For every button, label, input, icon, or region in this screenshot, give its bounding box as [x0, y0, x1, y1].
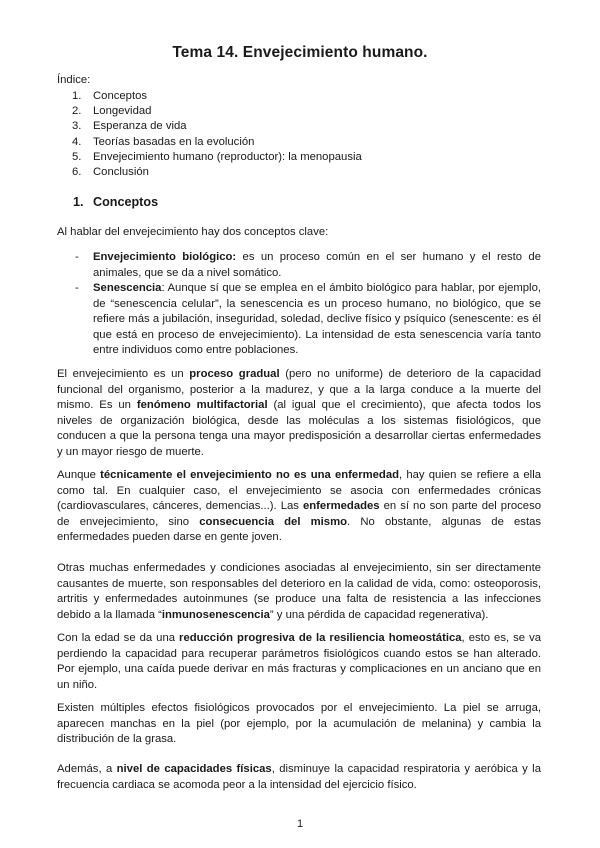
toc-item-label: Envejecimiento humano (reproductor): la menopausia	[93, 150, 362, 163]
toc-item	[72, 89, 362, 104]
paragraph-physiological-effects: Existen múltiples efectos fisiológicos provocados por el envejecimiento. La piel se arruga, aparecen manchas en la piel (por ejemplo, por la acumulación de melanina) y cambia la distribución de la grasa.	[57, 702, 541, 745]
toc-item-label: Conceptos	[93, 90, 148, 102]
bold-term: reducción progresiva de la resiliencia homeostática	[179, 632, 462, 644]
toc-item	[72, 135, 362, 150]
paragraph-physical-capacity	[57, 762, 541, 793]
toc-item	[72, 165, 362, 180]
bullet-term: Envejecimiento biológico:	[93, 251, 237, 263]
table-of-contents	[72, 89, 362, 180]
section-number: 1.	[73, 195, 84, 209]
text-run: Otras muchas enfermedades y condiciones asociadas al envejecimiento, sin ser directamente causantes de muerte, son responsables del deterioro en la calidad de vida, como: osteoporosis, artritis y enfermedades autoinmunes (se produce una falta de resistencia a las infecciones debido a la llamada “	[57, 562, 541, 621]
toc-item-label: Longevidad	[93, 105, 152, 118]
text-run: , disminuye la capacidad respiratoria y aeróbica y la frecuencia cardiaca se acomoda peor a la intensidad del ejercicio físico.	[57, 763, 541, 791]
toc-item-label: Esperanza de vida	[93, 120, 187, 133]
text-run: Aunque	[57, 469, 101, 481]
bullet-text: es un proceso común en el ser humano y el resto de animales, que se da a nivel somático.	[93, 251, 541, 279]
text-run: (pero no uniforme) de deterioro de la capacidad funcional del organismo, posterior a la madurez, y que a la larga conduce a la muerte del mismo. Es un	[57, 368, 541, 411]
text-run: en sí no son parte del proceso de envejecimiento, sino	[57, 500, 541, 528]
toc-item-number: 6.	[72, 165, 82, 178]
text-run: El envejecimiento es un	[57, 368, 190, 380]
text-run: , hay quien se refiere a ella como tal. En cualquier caso, el envejecimiento se asocia con enfermedades crónicas (cardiovasculares, cánceres, demencias...). Las	[57, 469, 541, 512]
list-item	[72, 250, 541, 281]
toc-item	[72, 104, 362, 119]
bullet-dash: -	[75, 251, 79, 263]
bold-term: proceso gradual	[189, 368, 280, 380]
toc-item-label: Conclusión	[93, 165, 149, 178]
intro-paragraph: Al hablar del envejecimiento hay dos conceptos clave:	[57, 226, 329, 238]
paragraph-gradual-process	[57, 367, 541, 460]
toc-item-number: 1.	[72, 90, 82, 102]
bold-term: nivel de capacidades físicas	[116, 763, 272, 775]
text-run: . No obstante, algunas de estas enfermedades pueden darse en gente joven.	[57, 515, 542, 543]
list-item	[72, 281, 541, 359]
section-heading	[73, 195, 158, 209]
toc-item-number: 3.	[72, 120, 82, 133]
text-run: (al igual que el crecimiento), que afecta todos los niveles de organización biológica, desde las moléculas a los sistemas fisiológicos, que conducen a que la persona tenga una mayor predisposición a desarrollar ciertas enfermedades y un mayor riesgo de muerte.	[57, 399, 541, 458]
concept-list	[72, 250, 541, 359]
index-label: Índice:	[57, 74, 91, 86]
text-run: Además, a	[57, 763, 117, 775]
bold-term: fenómeno multifactorial	[136, 399, 268, 411]
bullet-term: Senescencia	[93, 282, 162, 294]
paragraph-resilience	[57, 631, 541, 693]
toc-item-number: 2.	[72, 105, 82, 118]
paragraph-disease	[57, 468, 541, 546]
toc-item	[72, 119, 362, 134]
toc-item-number: 5.	[72, 150, 82, 163]
section-title: Conceptos	[93, 195, 159, 209]
text-run: ” y una pérdida de capacidad regenerativa).	[269, 608, 489, 621]
text-run: , esto es, se va perdiendo la capacidad para recuperar parámetros fisiológicos cuando estos se han alterado. Por ejemplo, una caída puede derivar en más fracturas y complicaciones en un anciano que en un niño.	[57, 632, 542, 691]
bullet-text: : Aunque sí que se emplea en el ámbito biológico para hablar, por ejemplo, de “senescencia celular”, la senescencia es un proceso humano, no biológico, que se refiere más a jubilación, inseguridad, soledad, declive físico y psíquico (senescente: es él que está en proceso de envejecimiento). La intensidad de esta senescencia varía tanto entre individuos como entre poblaciones.	[93, 282, 541, 356]
toc-item-number: 4.	[72, 135, 82, 148]
document-title: Tema 14. Envejecimiento humano.	[172, 44, 428, 61]
page-number: 1	[296, 818, 304, 830]
bold-term: inmunosenescencia	[161, 608, 270, 621]
paragraph-conditions	[57, 561, 541, 623]
bold-term: consecuencia del mismo	[199, 515, 348, 528]
bold-term: enfermedades	[302, 500, 380, 512]
bullet-dash: -	[75, 282, 79, 294]
toc-item-label: Teorías basadas en la evolución	[93, 135, 255, 148]
bold-term: técnicamente el envejecimiento no es una enfermedad	[100, 469, 400, 481]
text-run: Con la edad se da una	[57, 632, 180, 644]
toc-item	[72, 150, 362, 165]
